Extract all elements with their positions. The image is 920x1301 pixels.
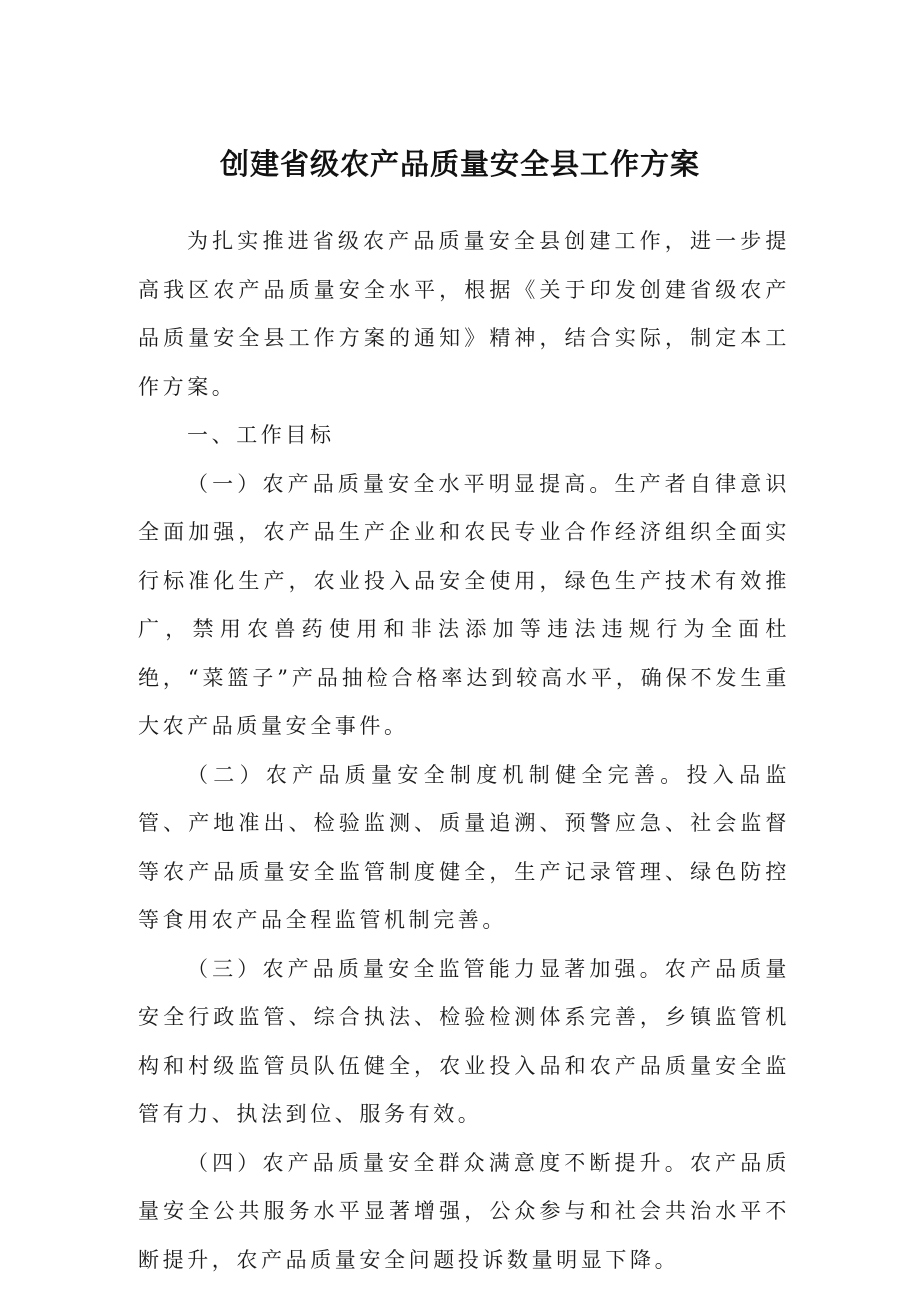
goal-paragraph-1: （一）农产品质量安全水平明显提高。生产者自律意识全面加强，农产品生产企业和农民专业合作经济组织全面实行标准化生产，农业投入品安全使用，绿色生产技术有效推广，禁用农兽药使用和非法添加等违法违规行为全面杜绝，“菜篮子”产品抽检合格率达到较高水平，确保不发生重大农产品质量安全事件。 bbox=[138, 471, 790, 738]
intro-paragraph: 为扎实推进省级农产品质量安全县创建工作，进一步提高我区农产品质量安全水平，根据《关于印发创建省级农产品质量安全县工作方案的通知》精神，结合实际，制定本工作方案。 bbox=[138, 229, 790, 399]
document-title: 创建省级农产品质量安全县工作方案 bbox=[219, 147, 700, 181]
document-body bbox=[138, 217, 790, 1284]
section-heading-goals: 一、工作目标 bbox=[187, 423, 335, 447]
goal-paragraph-4: （四）农产品质量安全群众满意度不断提升。农产品质量安全公共服务水平显著增强，公众参与和社会共治水平不断提升，农产品质量安全问题投诉数量明显下降。 bbox=[138, 1150, 790, 1272]
goal-paragraph-3: （三）农产品质量安全监管能力显著加强。农产品质量安全行政监管、综合执法、检验检测体系完善，乡镇监管机构和村级监管员队伍健全，农业投入品和农产品质量安全监管有力、执法到位、服务有效。 bbox=[138, 956, 790, 1126]
goal-paragraph-2: （二）农产品质量安全制度机制健全完善。投入品监管、产地准出、检验监测、质量追溯、预警应急、社会监督等农产品质量安全监管制度健全，生产记录管理、绿色防控等食用农产品全程监管机制完善。 bbox=[138, 762, 790, 932]
